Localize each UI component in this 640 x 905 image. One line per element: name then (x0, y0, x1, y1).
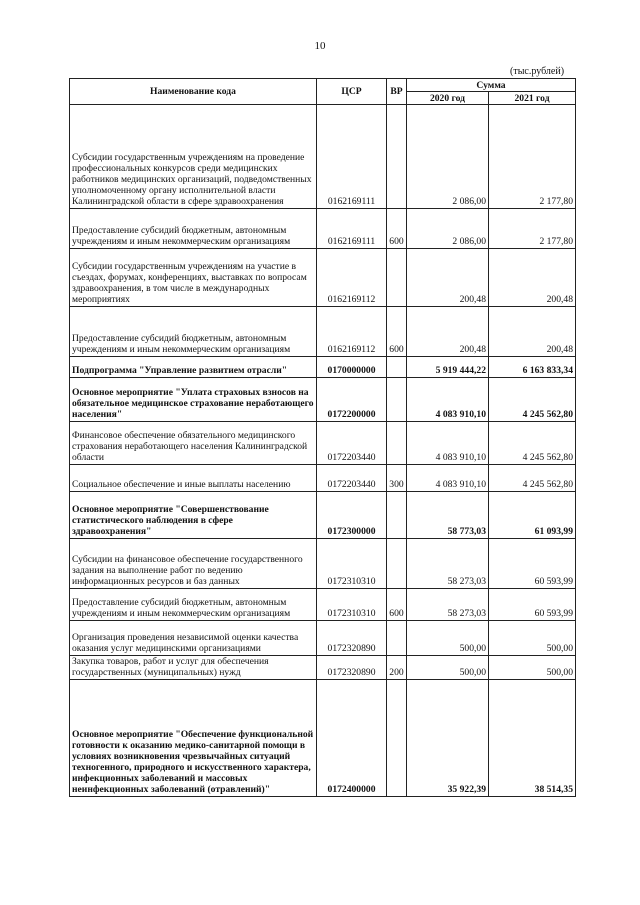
budget-table (69, 78, 576, 797)
row-csr-cell: 0172300000 (317, 492, 387, 539)
row-2021-cell: 60 593,99 (489, 589, 576, 621)
row-csr-cell: 0162169111 (317, 209, 387, 249)
row-2020-cell: 58 273,03 (407, 589, 489, 621)
row-csr-cell: 0162169112 (317, 307, 387, 357)
row-2020-cell: 58 773,03 (407, 492, 489, 539)
table-row (70, 209, 576, 249)
row-name-cell: Субсидии государственным учреждениям на проведение профессиональных конкурсов среди медицинских работников медицинских организаций, подведомственных уполномоченному органу исполнительной власти Калининградской области в сфере здравоохранения (70, 105, 317, 209)
table-row (70, 105, 576, 209)
row-csr-cell: 0172320890 (317, 656, 387, 680)
row-2021-cell: 4 245 562,80 (489, 465, 576, 492)
row-2020-cell: 200,48 (407, 307, 489, 357)
row-vr-cell: 600 (387, 209, 407, 249)
header-csr: ЦСР (317, 79, 387, 105)
row-csr-cell: 0162169112 (317, 249, 387, 307)
row-2021-cell: 2 177,80 (489, 209, 576, 249)
row-csr-cell: 0172310310 (317, 589, 387, 621)
row-2021-cell: 61 093,99 (489, 492, 576, 539)
header-sum: Сумма (407, 79, 576, 92)
table-row (70, 492, 576, 539)
table-row (70, 249, 576, 307)
table-row (70, 307, 576, 357)
row-2020-cell: 500,00 (407, 656, 489, 680)
row-name-cell: Предоставление субсидий бюджетным, автономным учреждениям и иным некоммерческим организациям (70, 307, 317, 357)
row-vr-cell (387, 105, 407, 209)
row-2021-cell: 500,00 (489, 656, 576, 680)
row-2020-cell: 58 273,03 (407, 539, 489, 589)
row-2020-cell: 4 083 910,10 (407, 422, 489, 465)
row-2020-cell: 4 083 910,10 (407, 465, 489, 492)
row-vr-cell (387, 378, 407, 422)
header-name: Наименование кода (70, 79, 317, 105)
table-row (70, 465, 576, 492)
page-number: 10 (314, 40, 326, 52)
row-vr-cell (387, 249, 407, 307)
header-vr: ВР (387, 79, 407, 105)
row-name-cell: Социальное обеспечение и иные выплаты населению (70, 465, 317, 492)
row-2020-cell: 2 086,00 (407, 105, 489, 209)
row-2021-cell: 60 593,99 (489, 539, 576, 589)
row-name-cell: Основное мероприятие "Обеспечение функциональной готовности к оказанию медико-санитарной помощи в условиях возникновения чрезвычайных ситуаций техногенного, природного и искусственного характера, инфекционных заболеваний и массовых неинфекционных заболеваний (отравлений)" (70, 680, 317, 797)
units-label: (тыс.рублей) (510, 66, 565, 77)
row-csr-cell: 0172203440 (317, 465, 387, 492)
row-name-cell: Закупка товаров, работ и услуг для обеспечения государственных (муниципальных) нужд (70, 656, 317, 680)
row-name-cell: Субсидии государственным учреждениям на участие в съездах, форумах, конференциях, выставках по вопросам здравоохранения, в том числе в международных мероприятиях (70, 249, 317, 307)
row-vr-cell: 300 (387, 465, 407, 492)
row-name-cell: Основное мероприятие "Уплата страховых взносов на обязательное медицинское страхование неработающего населения" (70, 378, 317, 422)
row-csr-cell: 0170000000 (317, 357, 387, 378)
row-name-cell: Основное мероприятие "Совершенствование статистического наблюдения в сфере здравоохранения" (70, 492, 317, 539)
table-body (70, 105, 576, 797)
row-name-cell: Организация проведения независимой оценки качества оказания услуг медицинскими организациями (70, 621, 317, 656)
table-row (70, 422, 576, 465)
table-row (70, 656, 576, 680)
table-row (70, 378, 576, 422)
table-row (70, 621, 576, 656)
row-2020-cell: 35 922,39 (407, 680, 489, 797)
row-vr-cell (387, 422, 407, 465)
row-2021-cell: 200,48 (489, 249, 576, 307)
row-vr-cell: 200 (387, 656, 407, 680)
row-2021-cell: 6 163 833,34 (489, 357, 576, 378)
row-2021-cell: 2 177,80 (489, 105, 576, 209)
row-name-cell: Подпрограмма "Управление развитием отрасли" (70, 357, 317, 378)
row-vr-cell (387, 680, 407, 797)
row-csr-cell: 0172400000 (317, 680, 387, 797)
row-2021-cell: 38 514,35 (489, 680, 576, 797)
row-2021-cell: 500,00 (489, 621, 576, 656)
row-vr-cell (387, 621, 407, 656)
row-csr-cell: 0172203440 (317, 422, 387, 465)
table-row (70, 539, 576, 589)
row-csr-cell: 0172310310 (317, 539, 387, 589)
row-vr-cell: 600 (387, 589, 407, 621)
row-2021-cell: 200,48 (489, 307, 576, 357)
table-row (70, 357, 576, 378)
header-year-2021: 2021 год (489, 92, 576, 105)
row-2021-cell: 4 245 562,80 (489, 378, 576, 422)
row-csr-cell: 0172320890 (317, 621, 387, 656)
row-csr-cell: 0172200000 (317, 378, 387, 422)
row-vr-cell (387, 492, 407, 539)
row-name-cell: Субсидии на финансовое обеспечение государственного задания на выполнение работ по ведению информационных ресурсов и баз данных (70, 539, 317, 589)
row-name-cell: Предоставление субсидий бюджетным, автономным учреждениям и иным некоммерческим организациям (70, 209, 317, 249)
row-vr-cell: 600 (387, 307, 407, 357)
header-year-2020: 2020 год (407, 92, 489, 105)
row-2020-cell: 4 083 910,10 (407, 378, 489, 422)
row-csr-cell: 0162169111 (317, 105, 387, 209)
table-row (70, 680, 576, 797)
row-vr-cell (387, 357, 407, 378)
table-row (70, 589, 576, 621)
row-2021-cell: 4 245 562,80 (489, 422, 576, 465)
row-vr-cell (387, 539, 407, 589)
row-2020-cell: 2 086,00 (407, 209, 489, 249)
row-2020-cell: 200,48 (407, 249, 489, 307)
row-2020-cell: 500,00 (407, 621, 489, 656)
row-name-cell: Предоставление субсидий бюджетным, автономным учреждениям и иным некоммерческим организациям (70, 589, 317, 621)
row-2020-cell: 5 919 444,22 (407, 357, 489, 378)
row-name-cell: Финансовое обеспечение обязательного медицинского страхования неработающего населения Калининградской области (70, 422, 317, 465)
